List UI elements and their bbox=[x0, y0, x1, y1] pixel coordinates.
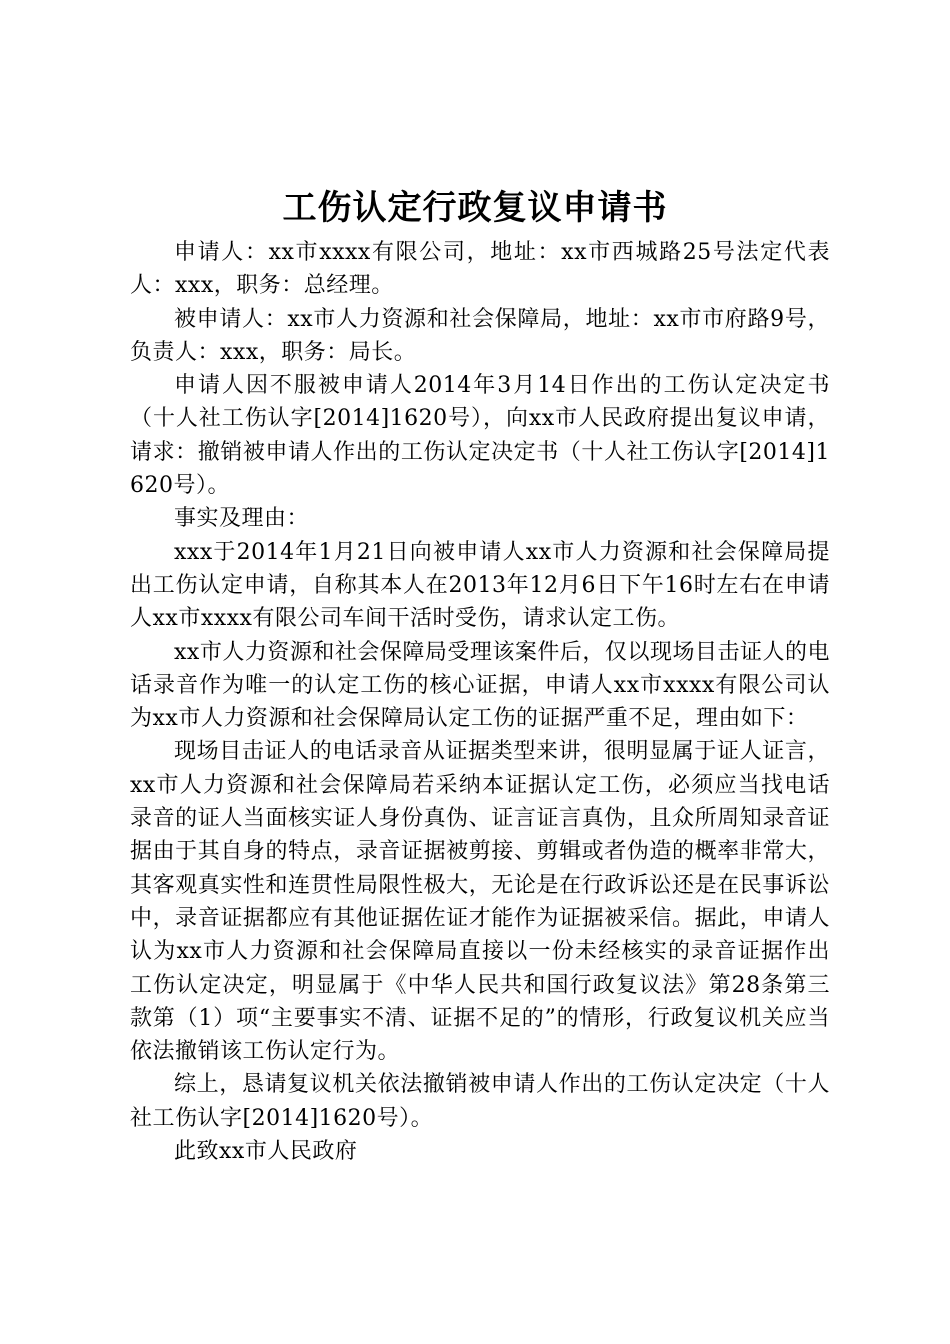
document-title: 工伤认定行政复议申请书 bbox=[282, 188, 668, 228]
addressee-line: 此致xx市人民政府 bbox=[174, 1139, 358, 1165]
conclusion-paragraph: 综上，恳请复议机关依法撤销被申请人作出的工伤认定决定（十人社工伤认字[2014]1620号）。 bbox=[130, 1072, 830, 1131]
facts-paragraph-1: xxx于2014年1月21日向被申请人xx市人力资源和社会保障局提出工伤认定申请，自称其本人在2013年12月6日下午16时左右在申请人xx市xxxx有限公司车间干活时受伤，请求认定工伤。 bbox=[130, 539, 830, 632]
applicant-paragraph: 申请人：xx市xxxx有限公司，地址：xx市西城路25号法定代表人：xxx，职务：总经理。 bbox=[130, 240, 830, 299]
facts-paragraph-2: xx市人力资源和社会保障局受理该案件后，仅以现场目击证人的电话录音作为唯一的认定工伤的核心证据，申请人xx市xxxx有限公司认为xx市人力资源和社会保障局认定工伤的证据严重不足，理由如下： bbox=[130, 639, 830, 732]
reasons-paragraph: 现场目击证人的电话录音从证据类型来讲，很明显属于证人证言，xx市人力资源和社会保障局若采纳本证据认定工伤，必须应当找电话录音的证人当面核实证人身份真伪、证言证言真伪，且众所周知录音证据由于其自身的特点，录音证据被剪接、剪辑或者伪造的概率非常大，其客观真实性和连贯性局限性极大，无论是在行政诉讼还是在民事诉讼中，录音证据都应有其他证据佐证才能作为证据被采信。据此，申请人认为xx市人力资源和社会保障局直接以一份未经核实的录音证据作出工伤认定决定，明显属于《中华人民共和国行政复议法》第28条第三款第（1）项“主要事实不清、证据不足的”的情形，行政复议机关应当依法撤销该工伤认定行为。 bbox=[130, 739, 830, 1065]
document-body bbox=[130, 236, 830, 1168]
respondent-paragraph: 被申请人：xx市人力资源和社会保障局，地址：xx市市府路9号，负责人：xxx，职务：局长。 bbox=[130, 306, 830, 365]
facts-heading: 事实及理由： bbox=[174, 506, 310, 532]
request-paragraph: 申请人因不服被申请人2014年3月14日作出的工伤认定决定书（十人社工伤认字[2014]1620号），向xx市人民政府提出复议申请，请求：撤销被申请人作出的工伤认定决定书（十人社工伤认字[2014]1620号）。 bbox=[130, 373, 830, 499]
